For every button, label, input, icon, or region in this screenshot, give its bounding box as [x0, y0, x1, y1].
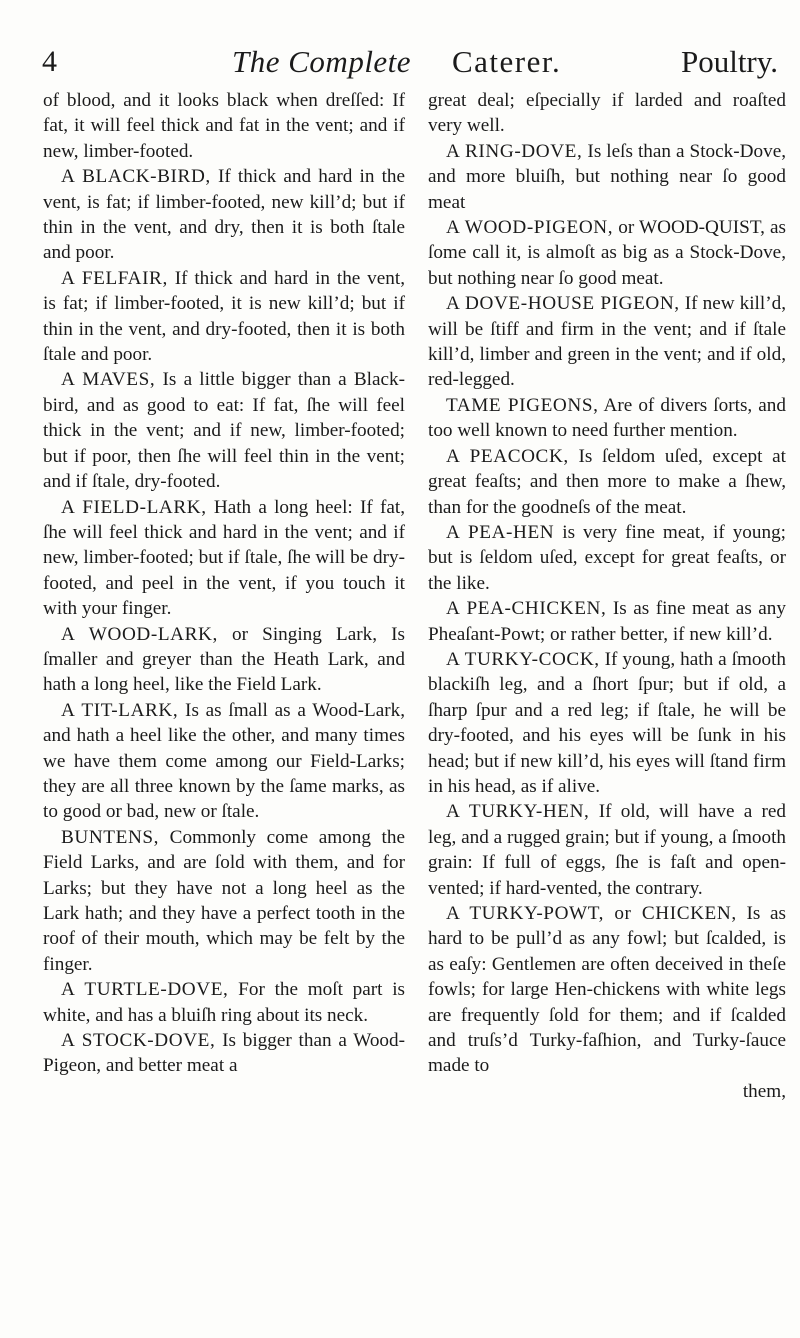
entry-text: Are of divers ſorts, and too well known to need further mention. [428, 394, 786, 442]
entry-paragraph [43, 367, 405, 494]
entry-text: Is as ſmall as a Wood-Lark, and hath a heel like the other, and many times we have them come among our Field-Larks; they are all three known by the ſame marks, as to good or bad, new or ſtale. [43, 699, 405, 823]
entry-headword: BUNTENS, [61, 826, 160, 848]
page-number: 4 [42, 45, 57, 78]
entry-text: If young, hath a ſmooth blackiſh leg, and a ſhort ſpur; but if old, a ſharp ſpur and a red leg; if ſtale, he will be dry-footed, and his eyes will be ſunk in his head; but if new kill’d, his eyes will ſtand firm in his head, as if alive. [428, 648, 786, 797]
entry-text: If old, will have a red leg, and a rugged grain; but if young, a ſmooth grain: If full of eggs, ſhe is faſt and open-vented; if hard-vented, the contrary. [428, 801, 787, 899]
entry-headword: A MAVES, [61, 369, 156, 391]
entry-paragraph [43, 622, 405, 698]
entry-text: For the moſt part is white, and has a bluiſh ring about its neck. [43, 979, 406, 1026]
entry-paragraph [43, 977, 405, 1028]
left-column [43, 88, 405, 1079]
entry-headword: A PEACOCK, [446, 445, 569, 467]
entry-text: If new kill’d, will be ſtiff and firm in the vent; and if ſtale kill’d, limber and green in the vent; and if old, red-legged. [428, 293, 786, 391]
running-title: The Complete [232, 44, 412, 79]
entry-headword: A WOOD-LARK, [61, 623, 218, 645]
entry-text: Commonly come among the Field Larks, and are ſold with them, and for Larks; but they have not a long heel as the Lark hath; and they have a perfect tooth in the roof of their mouth, which may be felt by the finger. [43, 826, 405, 975]
entry-paragraph [428, 393, 786, 444]
entry-headword: A RING-DOVE, [446, 140, 583, 162]
entry-headword: A FELFAIR, [61, 267, 168, 289]
running-head [42, 38, 782, 86]
entry-headword: A TURTLE-DOVE, [61, 979, 229, 1001]
entry-headword: A PEA-HEN [446, 521, 555, 543]
running-title-caterer: Caterer. [452, 44, 562, 79]
entry-paragraph [428, 799, 786, 901]
entry-text: Is leſs than a Stock-Dove, and more bluiſh, but nothing near ſo good meat [428, 140, 787, 213]
entry-headword: A DOVE-HOUSE PIGEON, [446, 293, 680, 315]
entry-headword: A PEA-CHICKEN, [446, 598, 607, 620]
section-title: Poultry. [680, 44, 778, 79]
entry-text: or WOOD-QUIST, as ſome call it, is almoſt as big as a Stock-Dove, but nothing near ſo good meat. [428, 217, 786, 289]
entry-text: Is bigger than a Wood-Pigeon, and better meat a [43, 1030, 405, 1077]
entry-paragraph [43, 698, 405, 825]
entry-text: If thick and hard in the vent, is fat; if limber-footed, new kill’d; but if thin in the vent, and dry, then it is both ſtale and poor. [43, 166, 406, 264]
entry-text: or Singing Lark, Is ſmaller and greyer than the Heath Lark, and hath a long heel, like the Field Lark. [43, 623, 405, 696]
entry-paragraph [428, 596, 786, 647]
entry-text: Is as fine meat as any Pheaſant-Powt; or rather better, if new kill’d. [428, 598, 786, 645]
catchword: them, [742, 1080, 786, 1102]
entry-headword: A TURKY-HEN, [446, 801, 590, 823]
entry-headword: A FIELD-LARK, [61, 496, 207, 518]
entry-paragraph [428, 291, 786, 393]
entry-paragraph [428, 215, 786, 291]
entry-headword: A TURKY-COCK, [446, 648, 600, 670]
entry-text: Hath a long heel: If fat, ſhe will feel thick and hard in the vent; and if new, limber-footed; but if ſtale, ſhe will be dry-footed, and peel in the vent, if you touch it with your finger. [43, 496, 406, 620]
entry-text: Is ſeldom uſed, except at great feaſts; and then more to make a ſhew, than for the goodneſs of the meat. [428, 445, 786, 518]
entry-paragraph [428, 444, 786, 520]
entry-text: Is a little bigger than a Black-bird, and as good to eat: If fat, ſhe will feel thick in the vent; and if new, limber-footed; but if poor, then ſhe will feel thin in the vent; and if ſtale, dry-footed. [43, 369, 405, 493]
entry-paragraph [43, 266, 405, 368]
entry-paragraph [43, 1028, 405, 1079]
entry-headword: A WOOD-PIGEON, [446, 217, 614, 239]
entry-headword: A BLACK-BIRD, [61, 166, 211, 188]
entry-paragraph [43, 88, 405, 164]
entry-paragraph [428, 520, 786, 596]
entry-text: great deal; eſpecially if larded and roaſted very well. [428, 90, 786, 137]
entry-headword: A STOCK-DOVE, [61, 1030, 216, 1052]
entry-text: Is as hard to be pull’d as any fowl; but ſcalded, is as eaſy: Gentlemen are often deceived in theſe fowls; for large Hen-chickens with white legs are frequently ſold for them; and if ſcalded and truſs’d Turky-faſhion, and Turky-ſauce made to [428, 903, 786, 1077]
entry-text: If thick and hard in the vent, is fat; if limber-footed, it is new kill’d; but if thin in the vent, and dry-footed, then it is both ſtale and poor. [43, 267, 406, 366]
entry-paragraph [43, 495, 405, 622]
entry-paragraph [428, 647, 786, 799]
entry-text: of blood, and it looks black when dreſſed: If fat, it will feel thick and fat in the vent; and if new, limber-footed. [43, 90, 405, 162]
entry-text: is very fine meat, if young; but is ſeldom uſed, except for great feaſts, or the like. [428, 521, 786, 594]
entry-paragraph [428, 901, 786, 1079]
entry-headword: A TURKY-POWT, or CHICKEN, [446, 903, 737, 924]
entry-headword: TAME PIGEONS, [446, 394, 599, 416]
right-column [428, 88, 786, 1104]
entry-paragraph [428, 139, 786, 215]
entry-paragraph [43, 825, 405, 977]
entry-paragraph [43, 164, 405, 266]
entry-headword: A TIT-LARK, [61, 699, 179, 721]
entry-paragraph [428, 88, 786, 139]
